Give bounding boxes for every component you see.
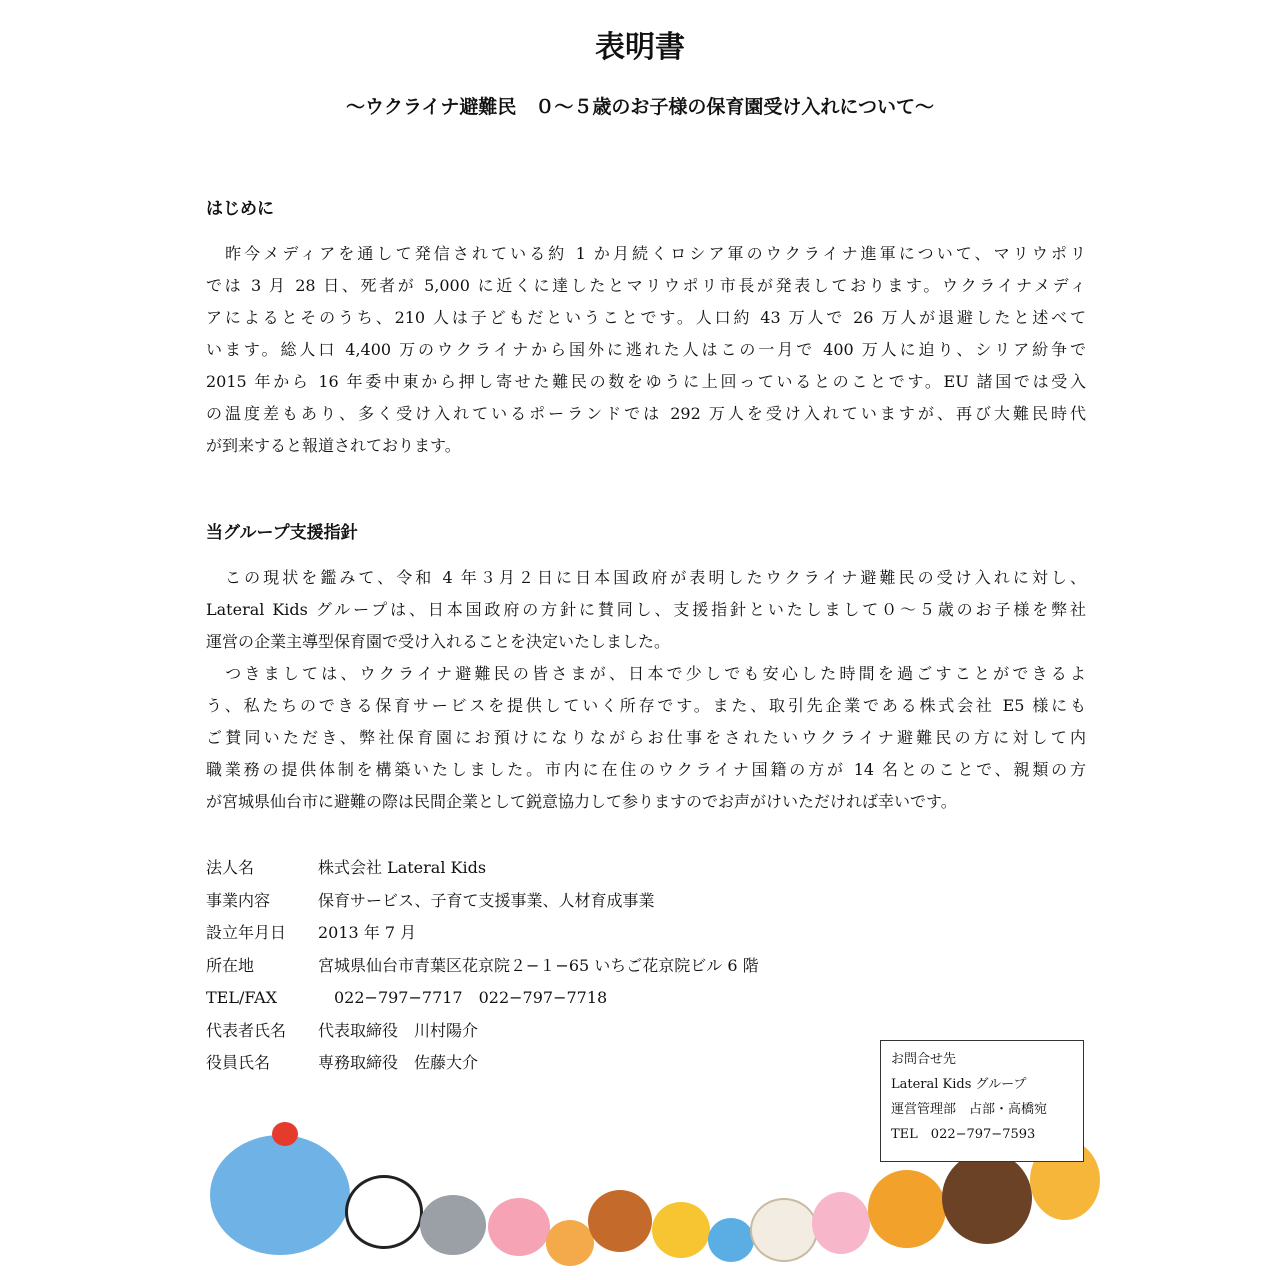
sheep-icon xyxy=(750,1198,818,1262)
lion-icon xyxy=(868,1170,946,1248)
company-info-row xyxy=(206,885,759,918)
paragraph-line: 運営の企業主導型保育園で受け入れることを決定いたしました。 xyxy=(206,632,671,651)
paragraph-line: 2015 年から 16 年委中東から押し寄せた難民の数をゆうに上回っているとのことです。EU 諸国では受入 xyxy=(206,372,1086,391)
elephant-icon xyxy=(210,1135,350,1255)
info-value: 株式会社 Lateral Kids xyxy=(318,858,487,877)
paragraph-line: では 3 月 28 日、死者が 5,000 に近くに達したとマリウポリ市長が発表しております。ウクライナメディ xyxy=(206,276,1086,295)
paragraph-line: つきましては、ウクライナ避難民の皆さまが、日本で少しでも安心した時間を過ごすことができるよ xyxy=(206,664,1086,683)
mouse-icon xyxy=(708,1218,754,1262)
info-label: 役員氏名 xyxy=(206,1053,271,1072)
bear-icon xyxy=(942,1152,1032,1244)
info-value: 宮城県仙台市青葉区花京院２−１−65 いちご花京院ビル 6 階 xyxy=(318,955,759,975)
company-info-row xyxy=(206,1047,759,1080)
company-info-row xyxy=(206,982,759,1015)
paragraph-line: う、私たちのできる保育サービスを提供していく所存です。また、取引先企業である株式会社 E5 様にも xyxy=(206,696,1086,715)
info-label: 設立年月日 xyxy=(206,923,287,942)
paragraph-line: の温度差もあり、多く受け入れているポーランドでは 292 万人を受け入れていますが、再び大難民時代 xyxy=(206,404,1086,423)
info-value: 保育サービス、子育て支援事業、人材育成事業 xyxy=(318,890,655,910)
policy-paragraph xyxy=(206,562,1086,818)
paragraph-line: この現状を鑑みて、令和 4 年３月２日に日本国政府が表明したウクライナ避難民の受け入れに対し、 xyxy=(206,568,1086,587)
panda-icon xyxy=(345,1175,423,1249)
contact-group: Lateral Kids グループ xyxy=(891,1077,1027,1092)
tiger-icon xyxy=(546,1220,594,1266)
monkey-icon xyxy=(588,1190,652,1252)
company-info-row xyxy=(206,852,759,885)
intro-paragraph xyxy=(206,238,1086,462)
info-value: 専務取締役 佐藤大介 xyxy=(318,1053,479,1072)
info-label: 代表者氏名 xyxy=(206,1020,287,1040)
info-label: 事業内容 xyxy=(206,890,271,910)
info-value: 代表取締役 川村陽介 xyxy=(318,1020,479,1040)
pig-icon xyxy=(488,1198,550,1256)
paragraph-line: Lateral Kids グループは、日本国政府の方針に賛同し、支援指針といたしまして０～５歳のお子様を弊社 xyxy=(206,600,1086,619)
paragraph-line: ご賛同いただき、弊社保育園にお預けになりながらお仕事をされたいウクライナ避難民の方に対して内 xyxy=(206,728,1086,747)
company-info-row xyxy=(206,917,759,950)
contact-box xyxy=(880,1040,1084,1162)
paragraph-line: 職業務の提供体制を構築いたしました。市内に在住のウクライナ国籍の方が 14 名とのことで、親類の方 xyxy=(206,760,1086,779)
company-info-row xyxy=(206,950,759,983)
paragraph-line: が到来すると報道されております。 xyxy=(206,436,461,455)
rabbit-icon xyxy=(812,1192,870,1254)
paragraph-line: 昨今メディアを通して発信されている約 1 か月続くロシア軍のウクライナ進軍について、マリウポリ xyxy=(206,244,1086,263)
section-heading-intro: はじめに xyxy=(206,199,274,219)
paragraph-line: います。総人口 4,400 万のウクライナから国外に逃れた人はこの一月で 400 万人に迫り、シリア紛争で xyxy=(206,340,1086,359)
company-info-row xyxy=(206,1015,759,1048)
info-label: TEL/FAX xyxy=(206,988,278,1007)
contact-tel: TEL 022−797−7593 xyxy=(891,1127,1036,1142)
paragraph-line: アによるとそのうち、210 人は子どもだということです。人口約 43 万人で 26 万人が退避したと述べて xyxy=(206,308,1086,327)
dog-icon xyxy=(420,1195,486,1255)
info-value: 2013 年 7 月 xyxy=(318,923,417,942)
document-title: 表明書 xyxy=(595,30,685,65)
cat-icon xyxy=(652,1202,710,1258)
document-subtitle: ～ウクライナ避難民 ０～５歳のお子様の保育園受け入れについて～ xyxy=(345,96,935,118)
paragraph-line: が宮城県仙台市に避難の際は民間企業として鋭意協力して参りますのでお声がけいただければ幸いです。 xyxy=(206,792,957,811)
company-info xyxy=(206,852,759,1080)
contact-dept: 運営管理部 占部・高橋宛 xyxy=(891,1102,1048,1117)
info-label: 法人名 xyxy=(206,858,255,877)
contact-title: お問合せ先 xyxy=(891,1052,957,1067)
info-value: 022−797−7717 022−797−7718 xyxy=(318,988,608,1007)
apple-icon xyxy=(272,1122,298,1146)
info-label: 所在地 xyxy=(206,955,255,975)
section-heading-policy: 当グループ支援指針 xyxy=(206,523,358,543)
